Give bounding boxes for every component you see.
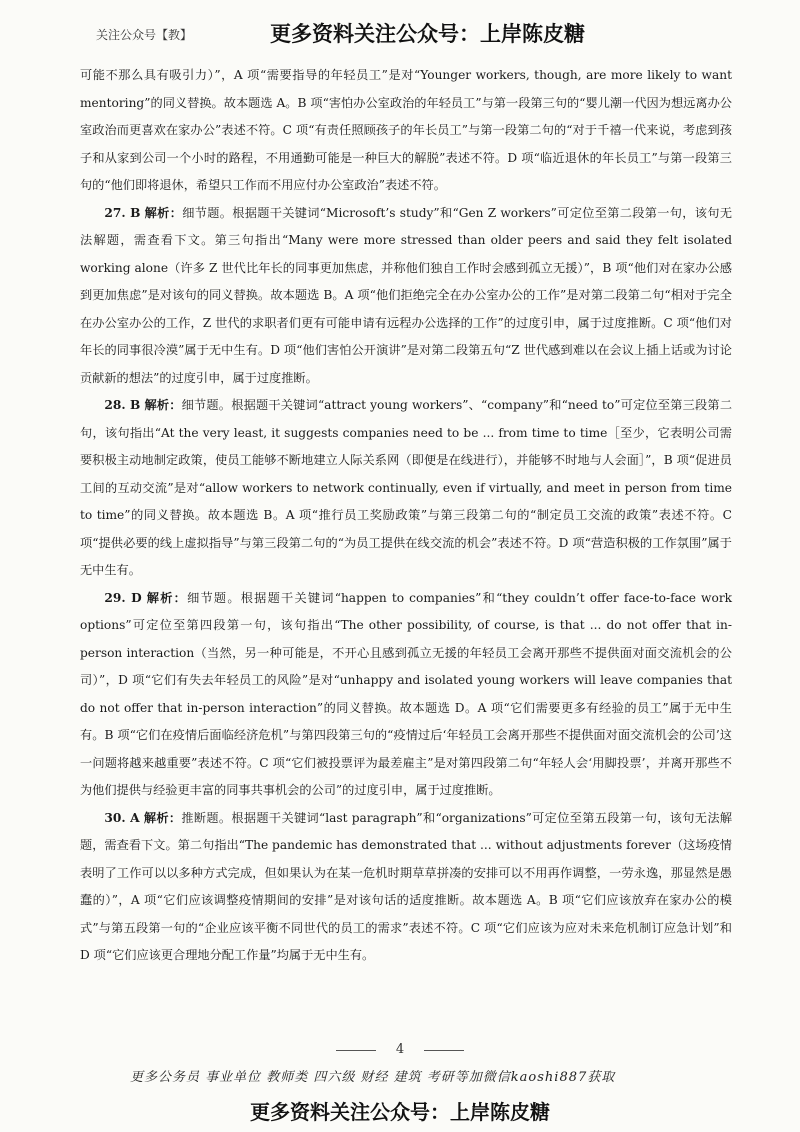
question-number: 28. B — [104, 398, 141, 412]
explanation-27 — [80, 200, 732, 393]
question-number: 29. D — [104, 590, 142, 605]
page-number-right-rule — [424, 1050, 464, 1051]
analysis-label: 解析： — [144, 205, 183, 220]
question-number: 27. B — [104, 205, 141, 220]
analysis-label: 解析： — [143, 810, 182, 825]
explanation-28 — [80, 392, 732, 585]
explanation-29 — [80, 585, 732, 805]
paragraph-text: 细节题。根据题干关键词“Microsoft’s study”和“Gen Z workers”可定位至第二段第一句，该句无法解题，需查看下文。第三句指出“Many were more stressed than older peers and said they felt isolated working alone（许多 Z 世代比年长的同事更加焦虑，并称他们独自工作时会感到孤立无援）”，B 项“他们对在家办公感到更加焦虑”是对该句的同义替换。故本题选 B。A 项“他们拒绝完全在办公室办公的工作”是对第二段第二句“相对于完全在办公室办公的工作，Z 世代的求职者们更有可能申请有远程办公选择的工作”的过度引申，属于过度推断。C 项“他们对年长的同事很冷漠”属于无中生有。D 项“他们害怕公开演讲”是对第二段第五句“Z 世代感到难以在会议上插上话或为讨论贡献新的想法”的过度引申，属于过度推断。 — [80, 205, 733, 385]
page-number: 4 — [395, 1042, 405, 1057]
footer-promo: 更多资料关注公众号：上岸陈皮糖 — [250, 1100, 550, 1124]
analysis-label: 解析： — [146, 590, 188, 605]
paragraph-text: 细节题。根据题干关键词“attract young workers”、“company”和“need to”可定位至第三段第二句，该句指出“At the very least, it suggests companies need to be ... from time to time［至少，它表明公司需要积极主动地制定政策，使员工能够不断地建立人际关系网（即便是在线进行），并能够不时地与人会面］”，B 项“促进员工间的互动交流”是对“allow workers to network continually, even if virtually, and meet in person from time to time”的同义替换。故本题选 B。A 项“推行员工奖励政策”与第三段第二句的“制定员工交流的政策”表述不符。C 项“提供必要的线上虚拟指导”与第三段第二句的“为员工提供在线交流的机会”表述不符。D 项“营造积极的工作氛围”属于无中生有。 — [80, 398, 733, 577]
paragraph-text: 细节题。根据题干关键词“happen to companies”和“they couldn’t offer face-to-face work options”可定位至第四段第一句，该句指出“The other possibility, of course, is that ... do not offer that in-person interaction（当然，另一种可能是，不开心且感到孤立无援的年轻员工会离开那些不提供面对面交流机会的公司）”，D 项“它们有失去年轻员工的风险”是对“unhappy and isolated young workers will leave companies that do not offer that in-person interaction”的同义替换。故本题选 D。A 项“它们需要更多有经验的员工”属于无中生有。B 项“它们在疫情后面临经济危机”与第四段第三句的“疫情过后‘年轻员工会离开那些不提供面对面交流机会的公司’这一问题将越来越重要”表述不符。C 项“它们被投票评为最差雇主”是对第四段第二句“年轻人会‘用脚投票’，并离开那些不为他们提供与经验更丰富的同事共事机会的公司”的过度引申，属于过度推断。 — [80, 590, 733, 797]
paragraph-text: 推断题。根据题干关键词“last paragraph”和“organizations”可定位至第五段第一句，该句无法解题，需查看下文。第二句指出“The pandemic has demonstrated that ... without adjustments forever（这场疫情表明了工作可以以多种方式完成，但如果认为在某一危机时期草草拼凑的安排可以不用再作调整，一劳永逸，那显然是愚蠢的）”，A 项“它们应该调整疫情期间的安排”是对该句话的适度推断。故本题选 A。B 项“它们应该放弃在家办公的模式”与第五段第一句的“企业应该平衡不同世代的员工的需求”表述不符。C 项“它们应该为应对未来危机制订应急计划”和 D 项“它们应该更合理地分配工作量”均属于无中生有。 — [80, 810, 733, 962]
page-number-left-rule — [336, 1050, 376, 1051]
answer-explanations — [80, 62, 732, 970]
footer-ad-text: 更多公务员 事业单位 教师类 四六级 财经 建筑 考研等加微信kaoshi887获取 — [130, 1070, 616, 1085]
explanation-30 — [80, 805, 732, 970]
analysis-label: 解析： — [144, 398, 182, 412]
header-watermark-text: 关注公众号【教】 — [96, 28, 193, 42]
paragraph-continuation — [80, 62, 732, 200]
header-promo: 更多资料关注公众号：上岸陈皮糖 — [270, 22, 585, 46]
paragraph-text: 可能不那么具有吸引力）”，A 项“需要指导的年轻员工”是对“Younger workers, though, are more likely to want mentoring”的同义替换。故本题选 A。B 项“害怕办公室政治的年轻员工”与第一段第三句的“婴儿潮一代因为想远离办公室政治而更喜欢在家办公”表述不符。C 项“有责任照顾孩子的年长员工”与第一段第二句的“对于千禧一代来说，考虑到孩子和从家到公司一个小时的路程，不用通勤可能是一种巨大的解脱”表述不符。D 项“临近退休的年长员工”与第一段第三句的“他们即将退休，希望只工作而不用应付办公室政治”表述不符。 — [80, 68, 732, 192]
question-number: 30. A — [104, 810, 140, 825]
